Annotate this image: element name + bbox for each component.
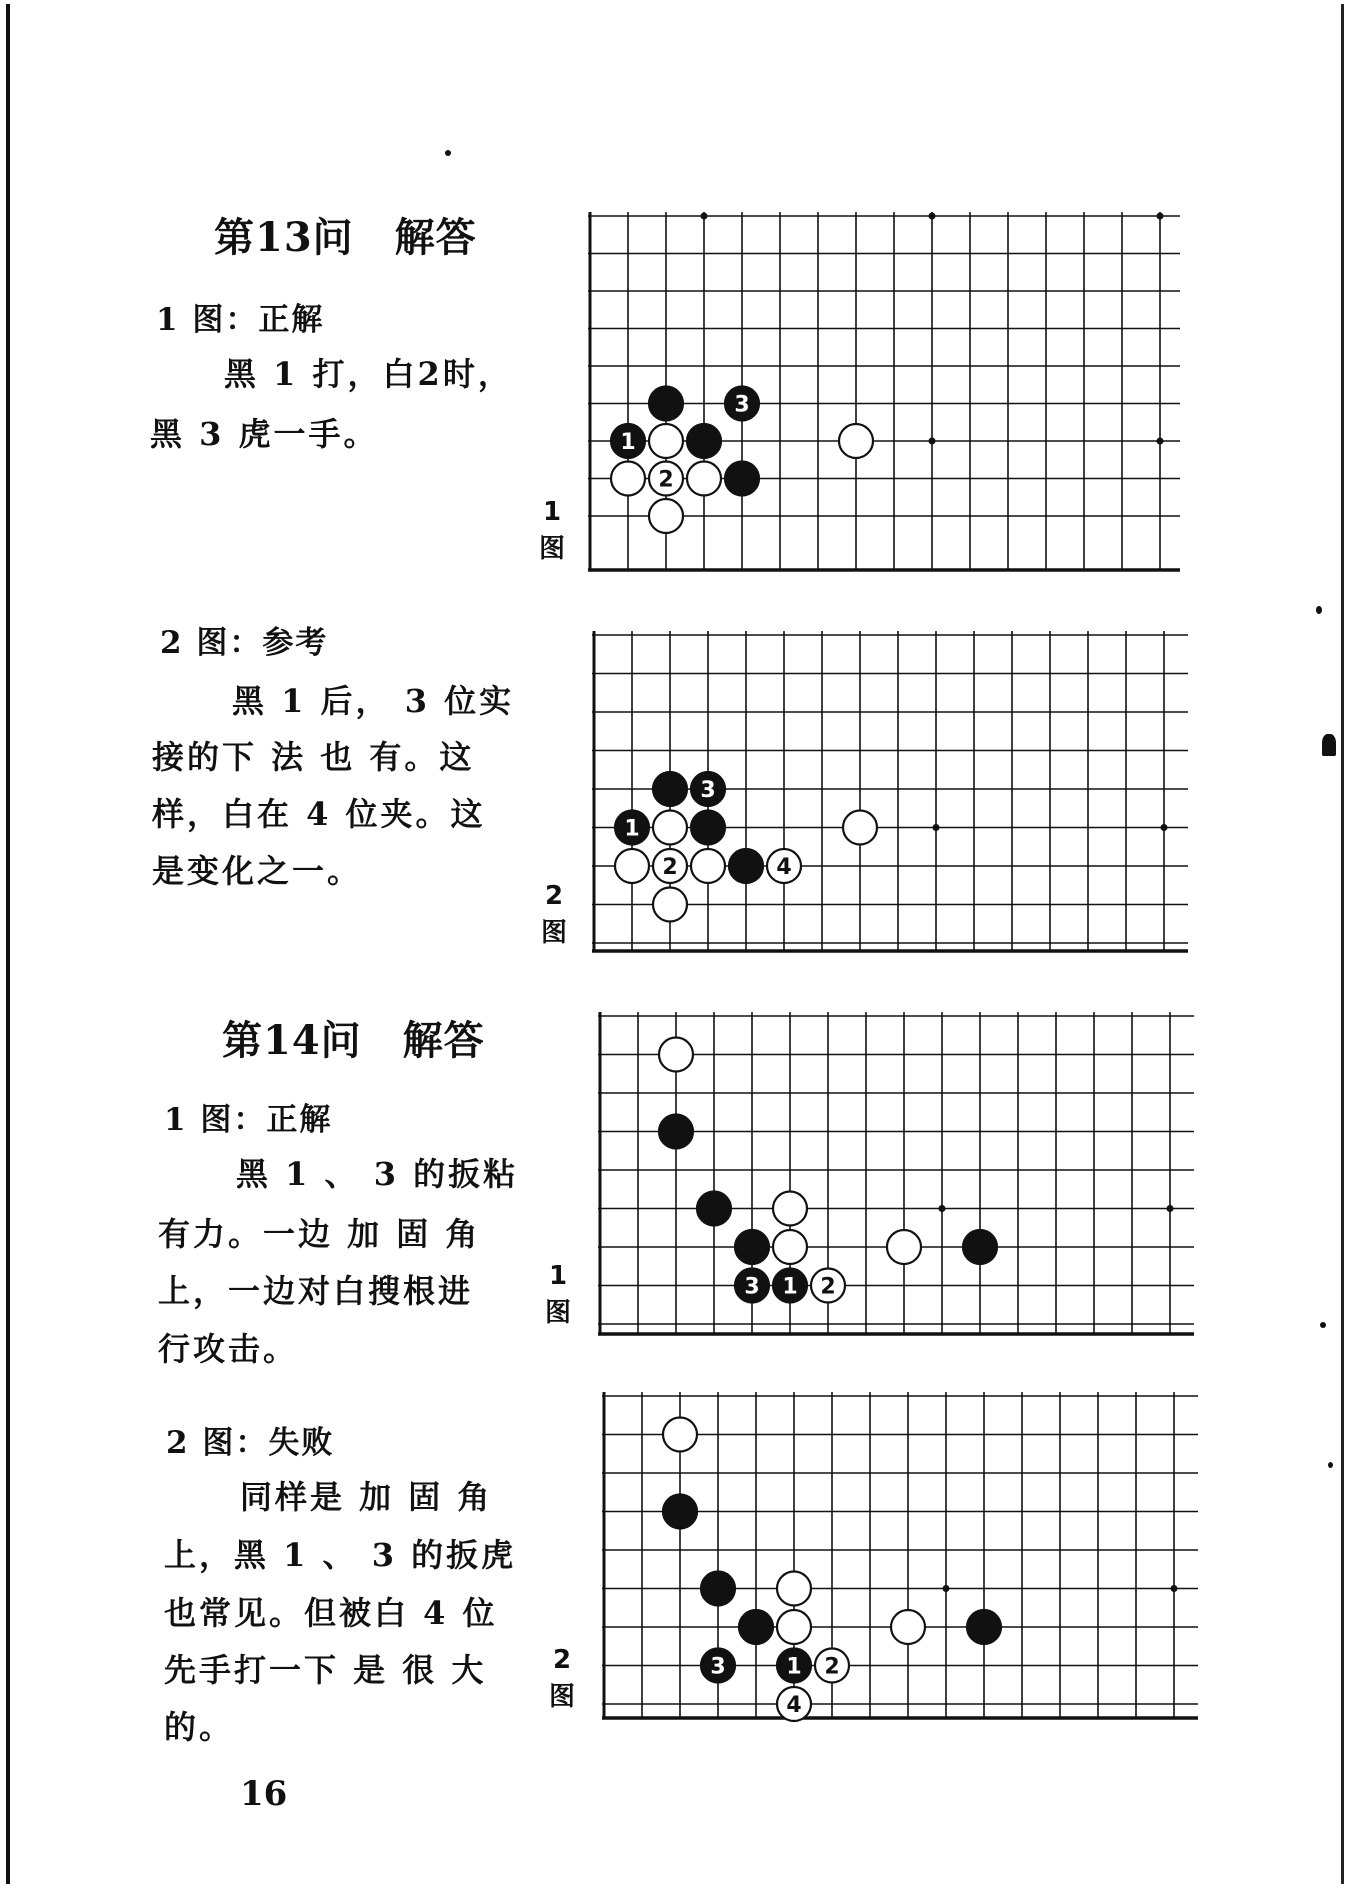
move-number: 3 [700, 778, 716, 803]
black-stone [729, 849, 763, 883]
q14-diagram2-label: 图 [548, 1682, 575, 1712]
stone-body [649, 387, 683, 421]
q14-diagram2-text-line-1: 同样是 加 固 角 [240, 1478, 493, 1516]
white-stone-2 [653, 849, 687, 883]
stone-body [687, 462, 721, 496]
q14-diagram1-caption: 1 图：正解 [164, 1102, 333, 1138]
star-point [929, 213, 936, 220]
stone-body [691, 849, 725, 883]
white-stone [649, 499, 683, 533]
white-stone [839, 424, 873, 458]
white-stone [777, 1572, 811, 1606]
q13-diagram-1 [582, 208, 1182, 576]
white-stone [615, 849, 649, 883]
q14-diagram2-number: 2 [552, 1645, 572, 1675]
q13-diagram2-text-line-3: 样，白在 4 位夹。这 [152, 795, 486, 833]
move-number: 4 [776, 855, 792, 880]
stone-body [649, 499, 683, 533]
black-stone-3 [701, 1649, 735, 1683]
q13-diagram1-caption: 1 图：正解 [156, 302, 325, 338]
move-number: 1 [782, 1274, 798, 1300]
white-stone [659, 1038, 693, 1072]
q14-diagram2-text-line-2: 上，黑 1 、 3 的扳虎 [164, 1536, 517, 1574]
stone-body [615, 849, 649, 883]
stone-body [691, 811, 725, 845]
q13-diagram1-text-line-2: 黑 3 虎一手。 [150, 415, 379, 453]
black-stone [653, 772, 687, 806]
stone-body [663, 1418, 697, 1452]
black-stone [735, 1230, 769, 1264]
star-point [1161, 824, 1168, 831]
black-stone [967, 1610, 1001, 1644]
move-number: 2 [662, 855, 678, 880]
stone-body [697, 1192, 731, 1226]
black-stone-3 [725, 387, 759, 421]
q14-diagram1-text-line-1: 黑 1 、 3 的扳粘 [236, 1155, 519, 1193]
white-stone [843, 811, 877, 845]
q13-diagram2-text-line-2: 接的下 法 也 有。这 [152, 738, 475, 776]
move-number: 2 [824, 1654, 840, 1680]
q14-diagram1-text-line-2: 有力。一边 加 固 角 [158, 1215, 481, 1253]
move-number: 3 [710, 1654, 726, 1680]
scan-speck [1322, 734, 1336, 756]
move-number: 2 [658, 467, 674, 493]
star-point [1157, 213, 1164, 220]
q13-diagram2-label: 图 [540, 918, 567, 948]
star-point [1171, 1585, 1178, 1592]
stone-body [891, 1610, 925, 1644]
stone-body [963, 1230, 997, 1264]
black-stone [659, 1115, 693, 1149]
stone-body [663, 1495, 697, 1529]
stone-body [887, 1230, 921, 1264]
stone-body [659, 1038, 693, 1072]
stone-body [649, 424, 683, 458]
move-number: 3 [734, 392, 750, 418]
star-point [1157, 438, 1164, 445]
stone-body [777, 1572, 811, 1606]
move-number: 1 [624, 816, 640, 842]
q14-diagram2-caption: 2 图：失败 [166, 1425, 335, 1461]
book-page [6, 4, 1344, 1884]
white-stone-4 [767, 849, 801, 883]
black-stone-1 [777, 1649, 811, 1683]
black-stone [701, 1572, 735, 1606]
star-point [1167, 1205, 1174, 1212]
white-stone [663, 1418, 697, 1452]
stone-body [773, 1230, 807, 1264]
white-stone [691, 849, 725, 883]
white-stone [611, 462, 645, 496]
star-point [939, 1205, 946, 1212]
q14-diagram1-text-line-3: 上，一边对白搜根进 [158, 1272, 474, 1310]
stone-body [653, 772, 687, 806]
q13-diagram2-caption: 2 图：参考 [160, 625, 329, 661]
q13-diagram1-text-line-1: 黑 1 打，白2时， [224, 355, 513, 393]
black-stone-1 [611, 424, 645, 458]
white-stone [653, 888, 687, 922]
stone-body [967, 1610, 1001, 1644]
black-stone-3 [691, 772, 725, 806]
white-stone [887, 1230, 921, 1264]
stone-body [777, 1610, 811, 1644]
white-stone [653, 811, 687, 845]
scan-speck [445, 150, 451, 156]
q14-diagram-2 [596, 1388, 1200, 1724]
q14-diagram1-label: 图 [544, 1298, 571, 1328]
q13-diagram2-text-line-4: 是变化之一。 [152, 852, 363, 890]
stone-body [659, 1115, 693, 1149]
stone-body [773, 1192, 807, 1226]
scan-speck [1328, 1462, 1333, 1468]
q13-diagram1-number: 1 [542, 497, 562, 527]
star-point [929, 438, 936, 445]
white-stone [649, 424, 683, 458]
stone-body [839, 424, 873, 458]
move-number: 1 [620, 430, 636, 455]
move-number: 2 [820, 1274, 836, 1300]
white-stone [687, 462, 721, 496]
white-stone [773, 1230, 807, 1264]
stone-body [611, 462, 645, 496]
page-number: 16 [240, 1774, 288, 1814]
move-number: 4 [786, 1693, 802, 1718]
black-stone [687, 424, 721, 458]
stone-body [843, 811, 877, 845]
black-stone [697, 1192, 731, 1226]
star-point [943, 1585, 950, 1592]
scan-speck [1316, 606, 1322, 614]
stone-body [687, 424, 721, 458]
white-stone-2 [815, 1649, 849, 1683]
q13-diagram2-text-line-1: 黑 1 后， 3 位实 [232, 682, 515, 720]
black-stone [963, 1230, 997, 1264]
q14-diagram-1 [592, 1008, 1196, 1340]
section-title-q13: 第13问 解答 [214, 214, 477, 261]
section-title-q14: 第14问 解答 [222, 1017, 485, 1064]
stone-body [735, 1230, 769, 1264]
move-number: 1 [786, 1654, 802, 1680]
black-stone [739, 1610, 773, 1644]
white-stone [777, 1610, 811, 1644]
q14-diagram2-text-line-3: 也常见。但被白 4 位 [164, 1594, 498, 1632]
q14-diagram2-text-line-5: 的。 [164, 1708, 235, 1746]
black-stone [725, 462, 759, 496]
black-stone-1 [773, 1269, 807, 1303]
black-stone [649, 387, 683, 421]
white-stone [891, 1610, 925, 1644]
black-stone [663, 1495, 697, 1529]
star-point [701, 213, 708, 220]
stone-body [653, 888, 687, 922]
white-stone-2 [649, 462, 683, 496]
move-number: 3 [744, 1274, 760, 1300]
star-point [933, 824, 940, 831]
q13-diagram-2 [586, 627, 1190, 957]
q13-diagram1-label: 图 [538, 534, 565, 564]
stone-body [739, 1610, 773, 1644]
black-stone-1 [615, 811, 649, 845]
stone-body [729, 849, 763, 883]
black-stone-3 [735, 1269, 769, 1303]
q14-diagram1-text-line-4: 行攻击。 [158, 1330, 299, 1368]
q14-diagram1-number: 1 [548, 1261, 568, 1291]
black-stone [691, 811, 725, 845]
scan-speck [1320, 1322, 1326, 1328]
white-stone [773, 1192, 807, 1226]
q13-diagram2-number: 2 [544, 881, 564, 911]
stone-body [725, 462, 759, 496]
stone-body [653, 811, 687, 845]
stone-body [701, 1572, 735, 1606]
white-stone-2 [811, 1269, 845, 1303]
white-stone-4 [777, 1687, 811, 1721]
q14-diagram2-text-line-4: 先手打一下 是 很 大 [164, 1651, 487, 1689]
